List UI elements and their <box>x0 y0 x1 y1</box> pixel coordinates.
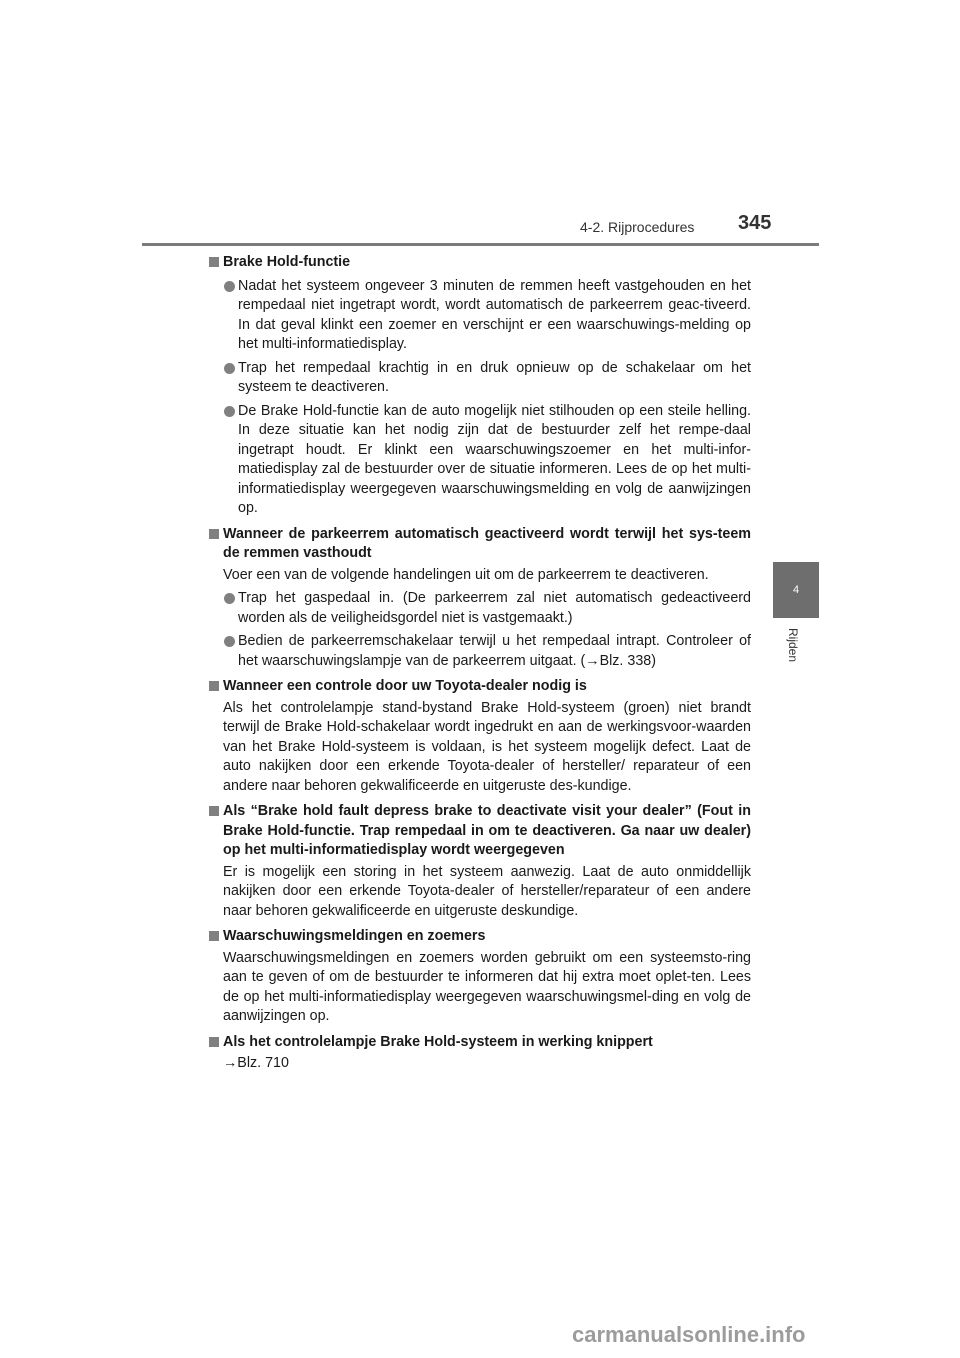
square-bullet-icon <box>209 681 219 691</box>
section-title: 4-2. Rijprocedures <box>580 219 695 235</box>
square-bullet-icon <box>209 529 219 539</box>
circle-bullet-icon <box>224 636 235 647</box>
circle-bullet-icon <box>224 406 235 417</box>
circle-bullet-icon <box>224 593 235 604</box>
header-divider <box>142 243 819 246</box>
section-parkeerrem-automatisch <box>207 525 751 672</box>
section-brake-hold-fault <box>207 802 751 921</box>
heading-text: Als het controlelampje Brake Hold-systeem in werking knippert <box>223 1033 653 1050</box>
list-item <box>207 632 751 671</box>
section-controle-dealer <box>207 677 751 796</box>
list-item <box>207 277 751 355</box>
section-body: Waarschuwingsmeldingen en zoemers worden gebruikt om een systeemsto-ring aan te geven of om de bestuurder te informeren dat hij extra moet oplet-ten. Lees de op het multi-informatiedisplay weergegeven waarschuwingsmel-ding en volg de aanwijzingen op. <box>223 949 751 1024</box>
section-brake-hold-functie <box>207 253 751 519</box>
section-heading <box>207 253 751 273</box>
circle-bullet-icon <box>224 281 235 292</box>
chapter-title: Rijden <box>786 628 800 663</box>
list-item-text: Trap het gaspedaal in. (De parkeerrem zal niet automatisch gedeactiveerd worden als de veiligheidsgordel niet is vastgemaakt.) <box>238 590 751 626</box>
page-number: 345 <box>738 212 772 234</box>
section-body: Er is mogelijk een storing in het systeem aanwezig. Laat de auto onmiddellijk nakijken door een erkende Toyota-dealer of hersteller/reparateur of een andere naar behoren gekwalificeerde en uitgeruste deskundige. <box>223 863 751 919</box>
section-controlelampje-knippert <box>207 1033 751 1074</box>
square-bullet-icon <box>209 806 219 816</box>
section-heading <box>207 677 751 697</box>
main-content <box>207 253 751 1080</box>
circle-bullet-icon <box>224 363 235 374</box>
section-body: Voer een van de volgende handelingen uit om de parkeerrem te deactiveren. <box>223 566 709 583</box>
section-heading <box>207 927 751 947</box>
list-item <box>207 589 751 628</box>
section-heading <box>207 525 751 564</box>
list-item-text: Bedien de parkeerremschakelaar terwijl u het rempedaal intrapt. Controleer of het waarschuwingslampje van de parkeerrem uitgaat. (→Blz. 338) <box>238 633 751 669</box>
section-waarschuwingsmeldingen <box>207 927 751 1027</box>
section-heading <box>207 1033 751 1053</box>
square-bullet-icon <box>209 931 219 941</box>
section-heading <box>207 802 751 861</box>
list-item <box>207 359 751 398</box>
section-body: Als het controlelampje stand-bystand Brake Hold-systeem (groen) niet brandt terwijl de Brake Hold-schakelaar wordt ingedrukt en aan de werkingsvoor-waarden van het Brake Hold-systeem is voldaan, is het systeem mogelijk defect. Laat de auto nakijken door een erkende Toyota-dealer of hersteller/ reparateur of een andere naar behoren gekwalificeerde en uitgeruste des-kundige. <box>223 699 751 794</box>
chapter-number: 4 <box>792 584 800 596</box>
heading-text: Wanneer de parkeerrem automatisch geactiveerd wordt terwijl het sys-teem de remmen vasthoudt <box>223 525 751 561</box>
watermark: carmanualsonline.info <box>572 1322 806 1347</box>
list-item <box>207 402 751 519</box>
list-item-text: De Brake Hold-functie kan de auto mogelijk niet stilhouden op een steile helling. In deze situatie kan het nodig zijn dat de bestuurder zelf het rempe-daal ingetrapt houdt. Er klinkt een waarschuwingszoemer en het multi-infor-matiedisplay zal de bestuurder over de situatie informeren. Lees de op het multi-informatiedisplay weergegeven waarschuwingsmelding en volg de aanwijzingen op. <box>238 402 751 516</box>
heading-text: Wanneer een controle door uw Toyota-dealer nodig is <box>223 678 587 694</box>
heading-text: Als “Brake hold fault depress brake to deactivate visit your dealer” (Fout in Brake Hold-functie. Trap rempedaal in om te deactiveren. Ga naar uw dealer) op het multi-informatiedisplay wordt weergegeven <box>223 803 751 858</box>
list-item-text: Nadat het systeem ongeveer 3 minuten de remmen heeft vastgehouden en het rempedaal niet ingetrapt wordt, wordt automatisch de parkeerrem geac-tiveerd. In dat geval klinkt een zoemer en verschijnt er een waarschuwings-melding op het multi-informatiedisplay. <box>238 277 751 352</box>
heading-text: Waarschuwingsmeldingen en zoemers <box>223 928 486 944</box>
list-item-text: Trap het rempedaal krachtig in en druk opnieuw op de schakelaar om het systeem te deactiveren. <box>238 359 751 395</box>
page-reference: →Blz. 710 <box>223 1055 289 1071</box>
square-bullet-icon <box>209 257 219 267</box>
chapter-tab <box>773 562 819 618</box>
square-bullet-icon <box>209 1037 219 1047</box>
heading-text: Brake Hold-functie <box>223 254 351 270</box>
